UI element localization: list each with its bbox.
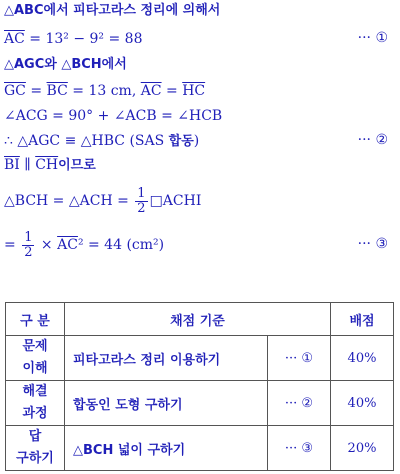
step-mark-2: ··· ② bbox=[357, 132, 388, 148]
mark-cell: ··· ③ bbox=[268, 426, 331, 471]
fraction-half-2: $\frac{1}{2}$ bbox=[24, 229, 33, 260]
table-header-row bbox=[6, 303, 394, 336]
mark-cell: ··· ① bbox=[268, 336, 331, 381]
grading-table bbox=[5, 302, 394, 471]
score-cell: 40% bbox=[331, 381, 394, 426]
equation: = 13² − 9² = 88 bbox=[24, 31, 143, 47]
segment-bc: $\overline{BC}$ bbox=[46, 83, 68, 99]
fraction-half: $\frac{1}{2}$ bbox=[137, 185, 146, 216]
header-criterion: 채점 기준 bbox=[65, 303, 331, 336]
criterion-cell: 피타고라스 정리 이용하기 bbox=[65, 336, 268, 381]
solution-line-6: ∴ △AGC ≡ △HBC (SAS 합동) bbox=[4, 133, 200, 149]
segment-ac-2: $\overline{AC}$ bbox=[140, 83, 162, 99]
table-row bbox=[6, 426, 394, 471]
step-mark-1: ··· ① bbox=[357, 30, 388, 46]
solution-line-2 bbox=[4, 30, 142, 48]
stage-cell: 해결 과정 bbox=[6, 381, 65, 426]
length-text: = 13 cm, bbox=[67, 83, 141, 99]
criterion-cell: 합동인 도형 구하기 bbox=[65, 381, 268, 426]
step-mark-3: ··· ③ bbox=[357, 236, 388, 252]
header-stage: 구 분 bbox=[6, 303, 65, 336]
table-row bbox=[6, 336, 394, 381]
segment-ac: $\overline{AC}$ bbox=[4, 31, 25, 47]
solution-line-9: = $\frac{1}{2}$ × $\overline{AC}^2 = 44$ (cm²) bbox=[4, 229, 165, 260]
stage-cell: 답 구하기 bbox=[6, 426, 65, 471]
mark-cell: ··· ② bbox=[268, 381, 331, 426]
solution-line-1: △ABC에서 피타고라스 정리에 의해서 bbox=[4, 3, 221, 18]
solution-line-5: ∠ACG = 90° + ∠ACB = ∠HCB bbox=[4, 108, 223, 124]
segment-gc: $\overline{GC}$ bbox=[4, 83, 26, 99]
score-cell: 40% bbox=[331, 336, 394, 381]
solution-line-8: △BCH = △ACH = $\frac{1}{2}$ □ACHI bbox=[4, 185, 202, 216]
segment-ch: $\overline{CH}$ bbox=[35, 157, 59, 173]
segment-bi: $\overline{BI}$ bbox=[4, 157, 20, 173]
table-row bbox=[6, 381, 394, 426]
solution-line-3: △AGC와 △BCH에서 bbox=[4, 57, 127, 72]
segment-ac-3: $\overline{AC}$ bbox=[57, 237, 78, 253]
segment-hc: $\overline{HC}$ bbox=[182, 83, 206, 99]
solution-line-4: $\overline{GC} = \overline{BC} = 13$ cm, $\overline{AC} = \overline{HC}$ bbox=[4, 83, 206, 99]
header-score: 배점 bbox=[331, 303, 394, 336]
solution-line-7: $\overline{BI}$ ∥ $\overline{CH}$이므로 bbox=[4, 157, 96, 173]
stage-cell: 문제 이해 bbox=[6, 336, 65, 381]
score-cell: 20% bbox=[331, 426, 394, 471]
criterion-cell: △BCH 넓이 구하기 bbox=[65, 426, 268, 471]
